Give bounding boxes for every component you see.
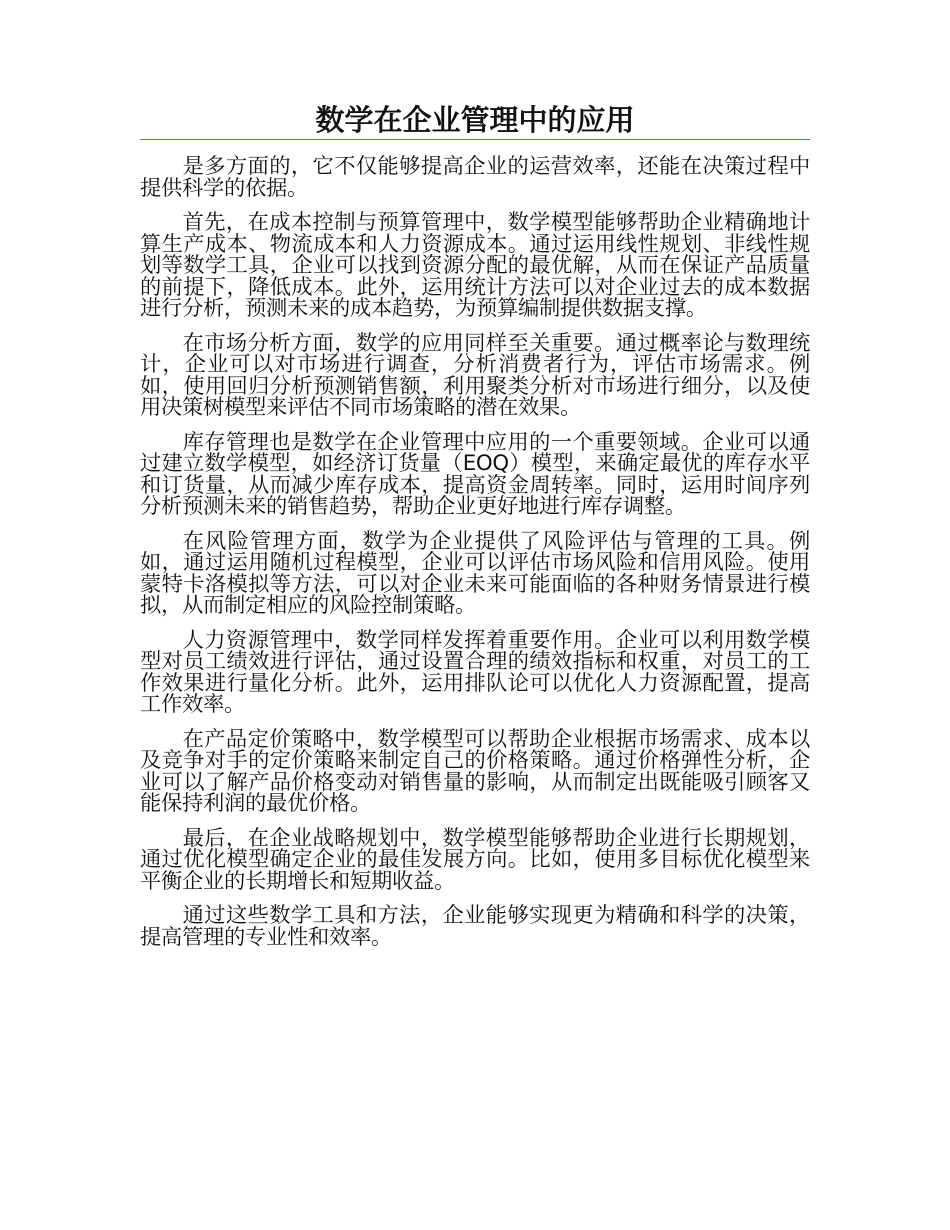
paragraph-market-analysis: 在市场分析方面，数学的应用同样至关重要。通过概率论与数理统计，企业可以对市场进行调查，分析消费者行为，评估市场需求。例如，使用回归分析预测销售额，利用聚类分析对市场进行细分，以及使用决策树模型来评估不同市场策略的潜在效果。	[140, 330, 810, 420]
paragraph-cost-control: 首先，在成本控制与预算管理中，数学模型能够帮助企业精确地计算生产成本、物流成本和人力资源成本。通过运用线性规划、非线性规划等数学工具，企业可以找到资源分配的最优解，从而在保证产品质量的前提下，降低成本。此外，运用统计方法可以对企业过去的成本数据进行分析，预测未来的成本趋势，为预算编制提供数据支撑。	[140, 210, 810, 321]
paragraph-human-resources: 人力资源管理中，数学同样发挥着重要作用。企业可以利用数学模型对员工绩效进行评估，通过设置合理的绩效指标和权重，对员工的工作效果进行量化分析。此外，运用排队论可以优化人力资源配置，提高工作效率。	[140, 627, 810, 717]
paragraph-strategy: 最后，在企业战略规划中，数学模型能够帮助企业进行长期规划，通过优化模型确定企业的最佳发展方向。比如，使用多目标优化模型来平衡企业的长期增长和短期收益。	[140, 825, 810, 894]
document-body	[140, 156, 810, 961]
paragraph-conclusion: 通过这些数学工具和方法，企业能够实现更为精确和科学的决策，提高管理的专业性和效率。	[140, 903, 810, 950]
paragraph-pricing: 在产品定价策略中，数学模型可以帮助企业根据市场需求、成本以及竞争对手的定价策略来制定自己的价格策略。通过价格弹性分析，企业可以了解产品价格变动对销售量的影响，从而制定出既能吸引顾客又能保持利润的最优价格。	[140, 726, 810, 816]
paragraph-intro: 是多方面的，它不仅能够提高企业的运营效率，还能在决策过程中提供科学的依据。	[140, 154, 810, 201]
paragraph-inventory: 库存管理也是数学在企业管理中应用的一个重要领域。企业可以通过建立数学模型，如经济订货量（EOQ）模型，来确定最优的库存水平和订货量，从而减少库存成本，提高资金周转率。同时，运用时间序列分析预测未来的销售趋势，帮助企业更好地进行库存调整。	[140, 429, 810, 519]
paragraph-risk: 在风险管理方面，数学为企业提供了风险评估与管理的工具。例如，通过运用随机过程模型，企业可以评估市场风险和信用风险。使用蒙特卡洛模拟等方法，可以对企业未来可能面临的各种财务情景进行模拟，从而制定相应的风险控制策略。	[140, 528, 810, 618]
document-title: 数学在企业管理中的应用	[315, 103, 635, 137]
title-underline-rule	[140, 139, 810, 140]
